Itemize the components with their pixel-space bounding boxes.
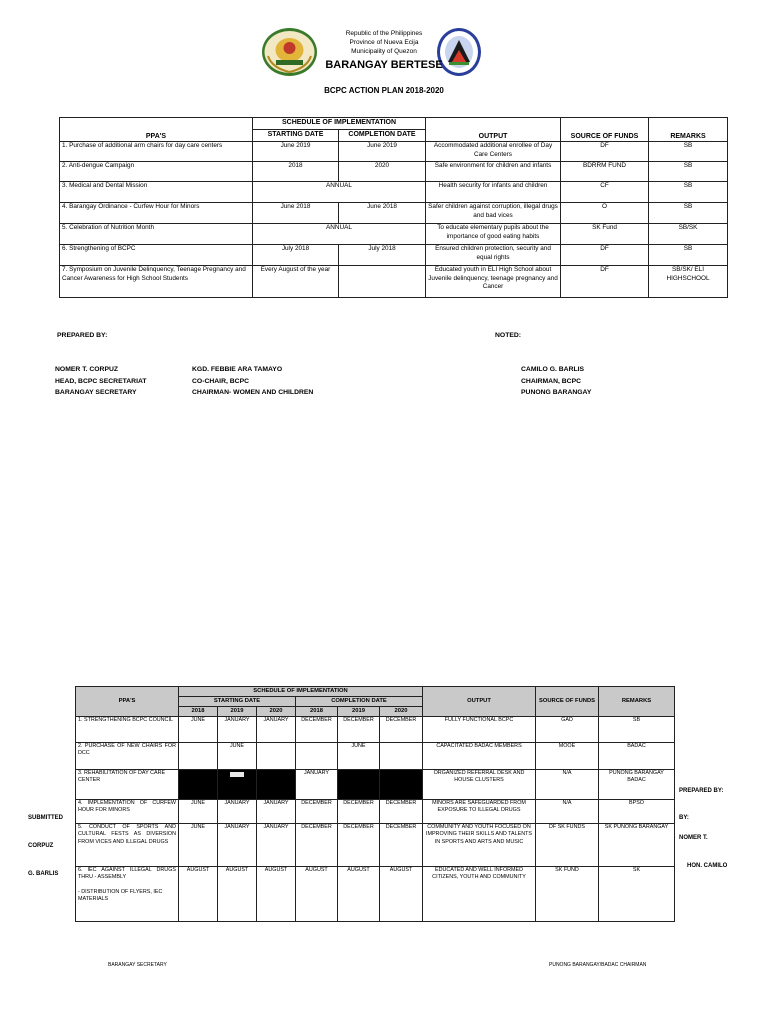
end-2018-cell: AUGUST xyxy=(296,867,338,922)
remarks-cell: SB/SK xyxy=(649,224,728,245)
source-cell: N/A xyxy=(536,800,599,824)
signatory-title: CO-CHAIR, BCPC xyxy=(192,377,250,385)
output-cell: ORGANIZED REFERRAL DESK AND HOUSE CLUSTERS xyxy=(423,770,536,800)
table-row xyxy=(76,717,675,743)
remarks-cell: SB xyxy=(649,245,728,266)
source-cell: DF xyxy=(561,245,649,266)
ppa-cell: 1. Purchase of additional arm chairs for day care centers xyxy=(60,142,253,162)
table-row xyxy=(76,743,675,770)
year-header: 2019 xyxy=(338,707,380,717)
ppa-cell: 3. Medical and Dental Mission xyxy=(60,182,253,203)
remarks-cell: SB xyxy=(599,717,675,743)
end-cell: July 2018 xyxy=(339,245,426,266)
table-row xyxy=(60,266,728,298)
start-cell: 2018 xyxy=(253,162,339,182)
start-2020-cell xyxy=(257,743,296,770)
source-cell: SK FUND xyxy=(536,867,599,922)
source-cell: GAD xyxy=(536,717,599,743)
start-cell: July 2018 xyxy=(253,245,339,266)
output-cell: Educated youth in ELI High School about Juvenile delinquency, teenage pregnancy and Cancer xyxy=(426,266,561,298)
start-cell: June 2019 xyxy=(253,142,339,162)
end-2020-cell: DECEMBER xyxy=(380,800,423,824)
header-remarks: REMARKS xyxy=(599,687,675,717)
source-cell: SK Fund xyxy=(561,224,649,245)
end-2020-cell: DECEMBER xyxy=(380,824,423,867)
ppa-cell: 2. Anti-dengue Campaign xyxy=(60,162,253,182)
annual-cell: ANNUAL xyxy=(253,224,426,245)
output-cell: EDUCATED AND WELL INFORMED CITIZENS, YOUTH AND COMMUNITY xyxy=(423,867,536,922)
signatory-name: CAMILO G. BARLIS xyxy=(521,366,585,373)
end-2018-cell: DECEMBER xyxy=(296,717,338,743)
remarks-cell: PUNONG BARANGAY BADAC xyxy=(599,770,675,800)
redacted-cell xyxy=(257,770,296,800)
table-row xyxy=(60,203,728,224)
signatory-tamayo xyxy=(192,364,313,399)
end-2019-cell: DECEMBER xyxy=(338,800,380,824)
table-row xyxy=(60,162,728,182)
output-cell: MINORS ARE SAFEGUARDED FROM EXPOSURE TO ILLEGAL DRUGS xyxy=(423,800,536,824)
end-cell xyxy=(339,266,426,298)
barlis-label: G. BARLIS xyxy=(28,871,59,877)
table-row xyxy=(76,824,675,867)
barangay-name: BARANGAY BERTESE xyxy=(325,59,443,71)
remarks-cell: SB/SK/ ELI HIGHSCHOOL xyxy=(649,266,728,298)
start-cell: Every August of the year xyxy=(253,266,339,298)
signatory-title: CHAIRMAN- WOMEN AND CHILDREN xyxy=(192,389,314,396)
end-cell: June 2018 xyxy=(339,203,426,224)
header-starting: STARTING DATE xyxy=(179,697,296,707)
start-2018-cell: JUNE xyxy=(179,717,218,743)
table-row xyxy=(60,182,728,203)
start-cell: June 2018 xyxy=(253,203,339,224)
by-label: BY: xyxy=(679,815,689,821)
output-cell: To educate elementary pupils about the importance of good eating habits xyxy=(426,224,561,245)
output-cell: CAPACITATED BADAC MEMBERS xyxy=(423,743,536,770)
ppa-cell: 7. Symposium on Juvenile Delinquency, Teenage Pregnancy and Cancer Awareness for High School Students xyxy=(60,266,253,298)
redacted-cell xyxy=(338,770,380,800)
end-2019-cell: DECEMBER xyxy=(338,824,380,867)
signatory-name: NOMER T. CORPUZ xyxy=(55,366,119,373)
header-schedule: SCHEDULE OF IMPLEMENTATION xyxy=(179,687,423,697)
end-cell: June 2019 xyxy=(339,142,426,162)
year-header: 2020 xyxy=(380,707,423,717)
year-header: 2018 xyxy=(296,707,338,717)
remarks-cell: SB xyxy=(649,203,728,224)
table-row xyxy=(60,245,728,266)
annual-cell: ANNUAL xyxy=(253,182,426,203)
header-schedule: SCHEDULE OF IMPLEMENTATION xyxy=(253,118,426,130)
nomer-label: NOMER T. xyxy=(679,835,708,841)
prepared-by-right-label: PREPARED BY: xyxy=(679,788,724,794)
start-2018-cell: JUNE xyxy=(179,800,218,824)
signatory-corpuz xyxy=(55,364,147,399)
source-cell: MOOE xyxy=(536,743,599,770)
end-2020-cell: AUGUST xyxy=(380,867,423,922)
header-municipality: Municipality of Quezon xyxy=(351,48,417,55)
ppa-cell: 4. Barangay Ordinance - Curfew Hour for Minors xyxy=(60,203,253,224)
start-2020-cell: JANUARY xyxy=(257,824,296,867)
end-2018-cell: DECEMBER xyxy=(296,800,338,824)
start-2019-cell: JUNE xyxy=(218,743,257,770)
end-cell: 2020 xyxy=(339,162,426,182)
output-cell: COMMUNITY AND YOUTH FOCUSED ON IMPROVING THEIR SKILLS AND TALENTS IN SPORTS AND ARTS AND MUSIC xyxy=(423,824,536,867)
remarks-cell: SB xyxy=(649,162,728,182)
start-2018-cell: JUNE xyxy=(179,824,218,867)
year-header: 2019 xyxy=(218,707,257,717)
redacted-cell xyxy=(380,770,423,800)
header-completion: COMPLETION DATE xyxy=(339,130,426,142)
ppa-subtext: - DISTRIBUTION OF FLYERS, IEC MATERIALS xyxy=(78,888,163,903)
header-ppas: PPA'S xyxy=(60,118,253,142)
redaction-mark xyxy=(230,772,244,777)
badac-plan-table xyxy=(75,686,675,922)
end-2018-cell: DECEMBER xyxy=(296,824,338,867)
start-2020-cell: JANUARY xyxy=(257,717,296,743)
remarks-cell: SK PUNONG BARANGAY xyxy=(599,824,675,867)
header-output: OUTPUT xyxy=(426,118,561,142)
ppa-cell: 3. REHABILITATION OF DAY CARE CENTER xyxy=(76,770,179,800)
output-cell: FULLY FUNCTIONAL BCPC xyxy=(423,717,536,743)
ppa-cell: 2. PURCHASE OF NEW CHAIRS FOR DCC xyxy=(76,743,179,770)
ppa-cell: 1. STRENGTHENING BCPC COUNCIL xyxy=(76,717,179,743)
output-cell: Safe environment for children and infants xyxy=(426,162,561,182)
redacted-cell xyxy=(179,770,218,800)
ppa-cell: 5. Celebration of Nutrition Month xyxy=(60,224,253,245)
signatory-barlis xyxy=(521,364,591,399)
signatory-title: PUNONG BARANGAY xyxy=(521,389,592,396)
end-2019-cell: JUNE xyxy=(338,743,380,770)
corpuz-label: CORPUZ xyxy=(28,843,54,849)
remarks-cell: SB xyxy=(649,142,728,162)
table-row xyxy=(60,142,728,162)
prepared-by-label: PREPARED BY: xyxy=(57,332,108,339)
output-cell: Safer children against corruption, illegal drugs and bad vices xyxy=(426,203,561,224)
table-row xyxy=(60,224,728,245)
start-2019-cell: JANUARY xyxy=(218,800,257,824)
start-2018-cell xyxy=(179,743,218,770)
source-cell: O xyxy=(561,203,649,224)
output-cell: Ensured children protection, security and equal rights xyxy=(426,245,561,266)
source-cell: N/A xyxy=(536,770,599,800)
output-cell: Accommodated additional enrollee of Day Care Centers xyxy=(426,142,561,162)
source-cell: DF xyxy=(561,142,649,162)
header-completion: COMPLETION DATE xyxy=(296,697,423,707)
ppa-cell xyxy=(76,867,179,922)
header-starting: STARTING DATE xyxy=(253,130,339,142)
start-2019-cell: AUGUST xyxy=(218,867,257,922)
signatory-title: HEAD, BCPC SECRETARIAT xyxy=(55,377,147,385)
header-source: SOURCE OF FUNDS xyxy=(561,118,649,142)
end-2018-cell: JANUARY xyxy=(296,770,338,800)
source-cell: CF xyxy=(561,182,649,203)
header-province: Province of Nueva Ecija xyxy=(349,39,419,46)
footer-left: BARANGAY SECRETARY xyxy=(108,962,167,968)
source-cell: DF SK FUNDS xyxy=(536,824,599,867)
start-2019-cell: JANUARY xyxy=(218,717,257,743)
year-header: 2020 xyxy=(257,707,296,717)
header-ppas: PPA'S xyxy=(76,687,179,717)
redacted-cell xyxy=(218,770,257,800)
plan-title: BCPC ACTION PLAN 2018-2020 xyxy=(324,86,444,95)
end-2019-cell: AUGUST xyxy=(338,867,380,922)
remarks-cell: SK xyxy=(599,867,675,922)
end-2020-cell: DECEMBER xyxy=(380,717,423,743)
start-2018-cell: AUGUST xyxy=(179,867,218,922)
footer-right: PUNONG BARANGAY/BADAC CHAIRMAN xyxy=(549,962,647,968)
ppa-cell: 6. Strengthening of BCPC xyxy=(60,245,253,266)
year-header: 2018 xyxy=(179,707,218,717)
signatory-title: CHAIRMAN, BCPC xyxy=(521,377,582,385)
table-row xyxy=(76,800,675,824)
remarks-cell: SB xyxy=(649,182,728,203)
output-cell: Health security for infants and children xyxy=(426,182,561,203)
ppa-text: 6. IEC AGAINST ILLEGAL DRUGS THRU - ASSEMBLY xyxy=(78,867,176,881)
ppa-cell: 5. CONDUCT OF SPORTS AND CULTURAL FESTS AS DIVERSION FROM VICES AND ILLEGAL DRUGS xyxy=(76,824,179,867)
start-2019-cell: JANUARY xyxy=(218,824,257,867)
start-2020-cell: JANUARY xyxy=(257,800,296,824)
end-2018-cell xyxy=(296,743,338,770)
signatory-title: BARANGAY SECRETARY xyxy=(55,389,137,396)
noted-label: NOTED: xyxy=(495,332,522,339)
header-source: SOURCE OF FUNDS xyxy=(536,687,599,717)
action-plan-table xyxy=(59,117,728,298)
header-country: Republic of the Philippines xyxy=(345,30,423,37)
remarks-cell: BPSO xyxy=(599,800,675,824)
end-2020-cell xyxy=(380,743,423,770)
table-row xyxy=(76,770,675,800)
ppa-cell: 4. IMPLEMENTATION OF CURFEW HOUR FOR MINORS xyxy=(76,800,179,824)
source-cell: BDRRM FUND xyxy=(561,162,649,182)
table-row xyxy=(76,867,675,922)
source-cell: DF xyxy=(561,266,649,298)
start-2020-cell: AUGUST xyxy=(257,867,296,922)
header-output: OUTPUT xyxy=(423,687,536,717)
submitted-label: SUBMITTED xyxy=(28,815,63,821)
header-remarks: REMARKS xyxy=(649,118,728,142)
hon-camilo-label: HON. CAMILO xyxy=(687,863,728,869)
end-2019-cell: DECEMBER xyxy=(338,717,380,743)
remarks-cell: BADAC xyxy=(599,743,675,770)
signatory-name: KGD. FEBBIE ARA TAMAYO xyxy=(192,366,283,373)
